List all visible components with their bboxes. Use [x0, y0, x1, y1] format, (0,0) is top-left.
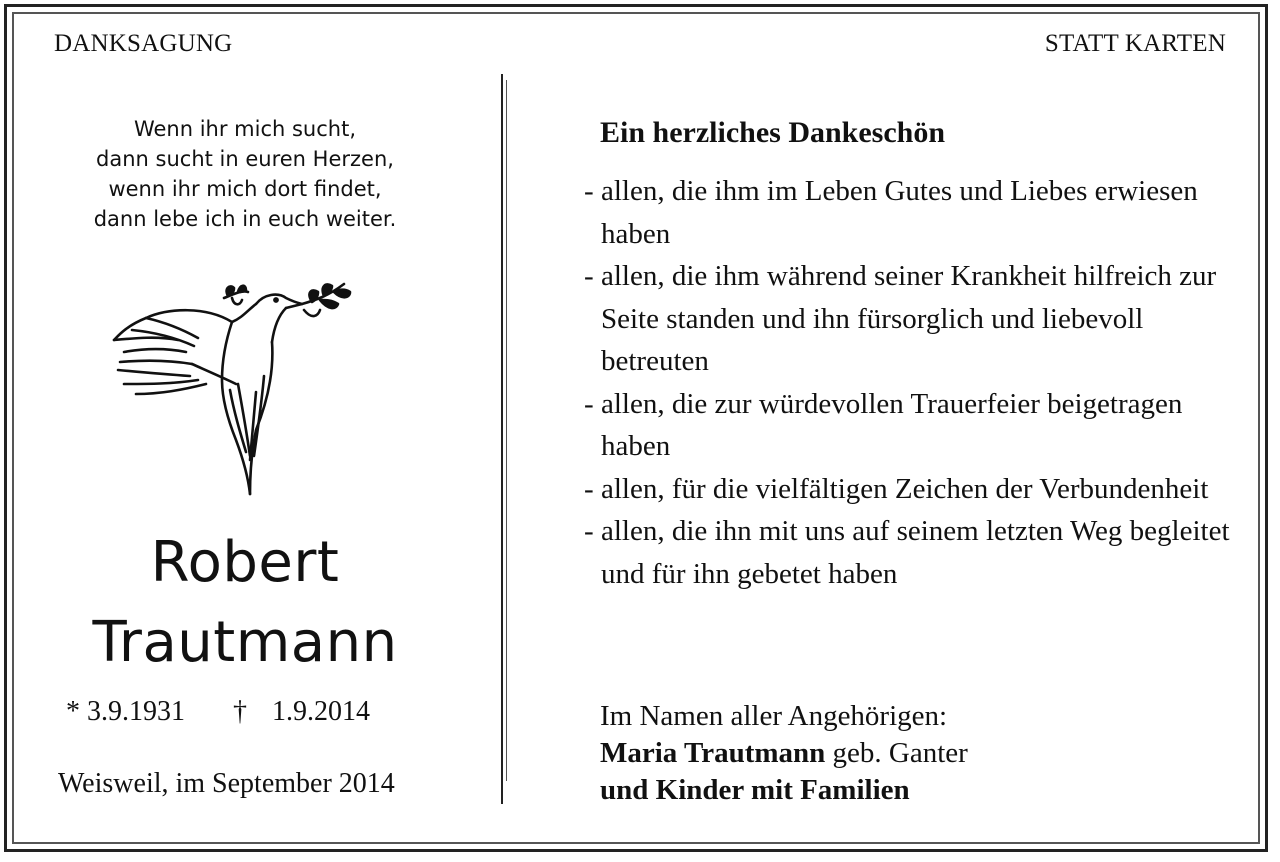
signature-maiden-name: geb. Ganter [825, 737, 968, 769]
list-item: - allen, die ihm im Leben Gutes und Liebes erwiesen haben [584, 175, 1198, 250]
birth-date: 3.9.1931 [87, 696, 185, 727]
signature-intro: Im Namen aller Angehörigen: [600, 700, 948, 732]
list-item: - allen, die ihm während seiner Krankheit hilfreich zur Seite standen und ihn fürsorglich und liebevoll betreuten [584, 260, 1217, 377]
place-date: Weisweil, im September 2014 [58, 768, 395, 799]
life-dates [66, 696, 370, 728]
list-item: - allen, die zur würdevollen Trauerfeier beigetragen haben [584, 387, 1183, 462]
poem-line: dann sucht in euren Herzen, [96, 147, 394, 171]
poem-line: wenn ihr mich dort findet, [108, 177, 382, 201]
poem [10, 114, 480, 234]
thanks-item-text: allen, für die vielfältigen Zeichen der Verbundenheit [601, 472, 1209, 505]
list-item: - allen, die ihn mit uns auf seinem letzten Weg begleitet und für ihn gebetet haben [584, 515, 1230, 590]
header-danksagung: DANKSAGUNG [54, 30, 233, 57]
thanks-list [584, 170, 1251, 595]
signature-family-text: und Kinder mit Familien [600, 774, 910, 806]
deceased-first-name: Robert [150, 530, 340, 595]
column-divider [501, 74, 507, 804]
deceased-last-name: Trautmann [92, 610, 398, 675]
cross-icon: † [233, 696, 247, 727]
signature [600, 698, 968, 809]
poem-line: Wenn ihr mich sucht, [133, 117, 357, 141]
death-date: 1.9.2014 [272, 696, 370, 727]
thanks-item-text: allen, die zur würdevollen Trauerfeier beigetragen haben [601, 387, 1183, 462]
signature-family [600, 772, 968, 809]
list-item: - allen, für die vielfältigen Zeichen der Verbundenheit [584, 472, 1209, 505]
header-statt-karten: STATT KARTEN [1044, 30, 1226, 57]
thanks-title: Ein herzliches Dankeschön [600, 116, 946, 149]
thanks-item-text: allen, die ihn mit uns auf seinem letzten Weg begleitet und für ihn gebetet haben [601, 515, 1230, 590]
thanks-item-text: allen, die ihm während seiner Krankheit hilfreich zur Seite standen und ihn fürsorglich und liebevoll betreuten [601, 260, 1217, 377]
signature-name-line [600, 735, 968, 772]
poem-line: dann lebe ich in euch weiter. [93, 207, 397, 231]
birth-symbol: * [66, 696, 80, 727]
dove-icon [106, 280, 366, 500]
thanks-item-text: allen, die ihm im Leben Gutes und Liebes erwiesen haben [601, 175, 1198, 250]
signature-name: Maria Trautmann [600, 737, 826, 769]
